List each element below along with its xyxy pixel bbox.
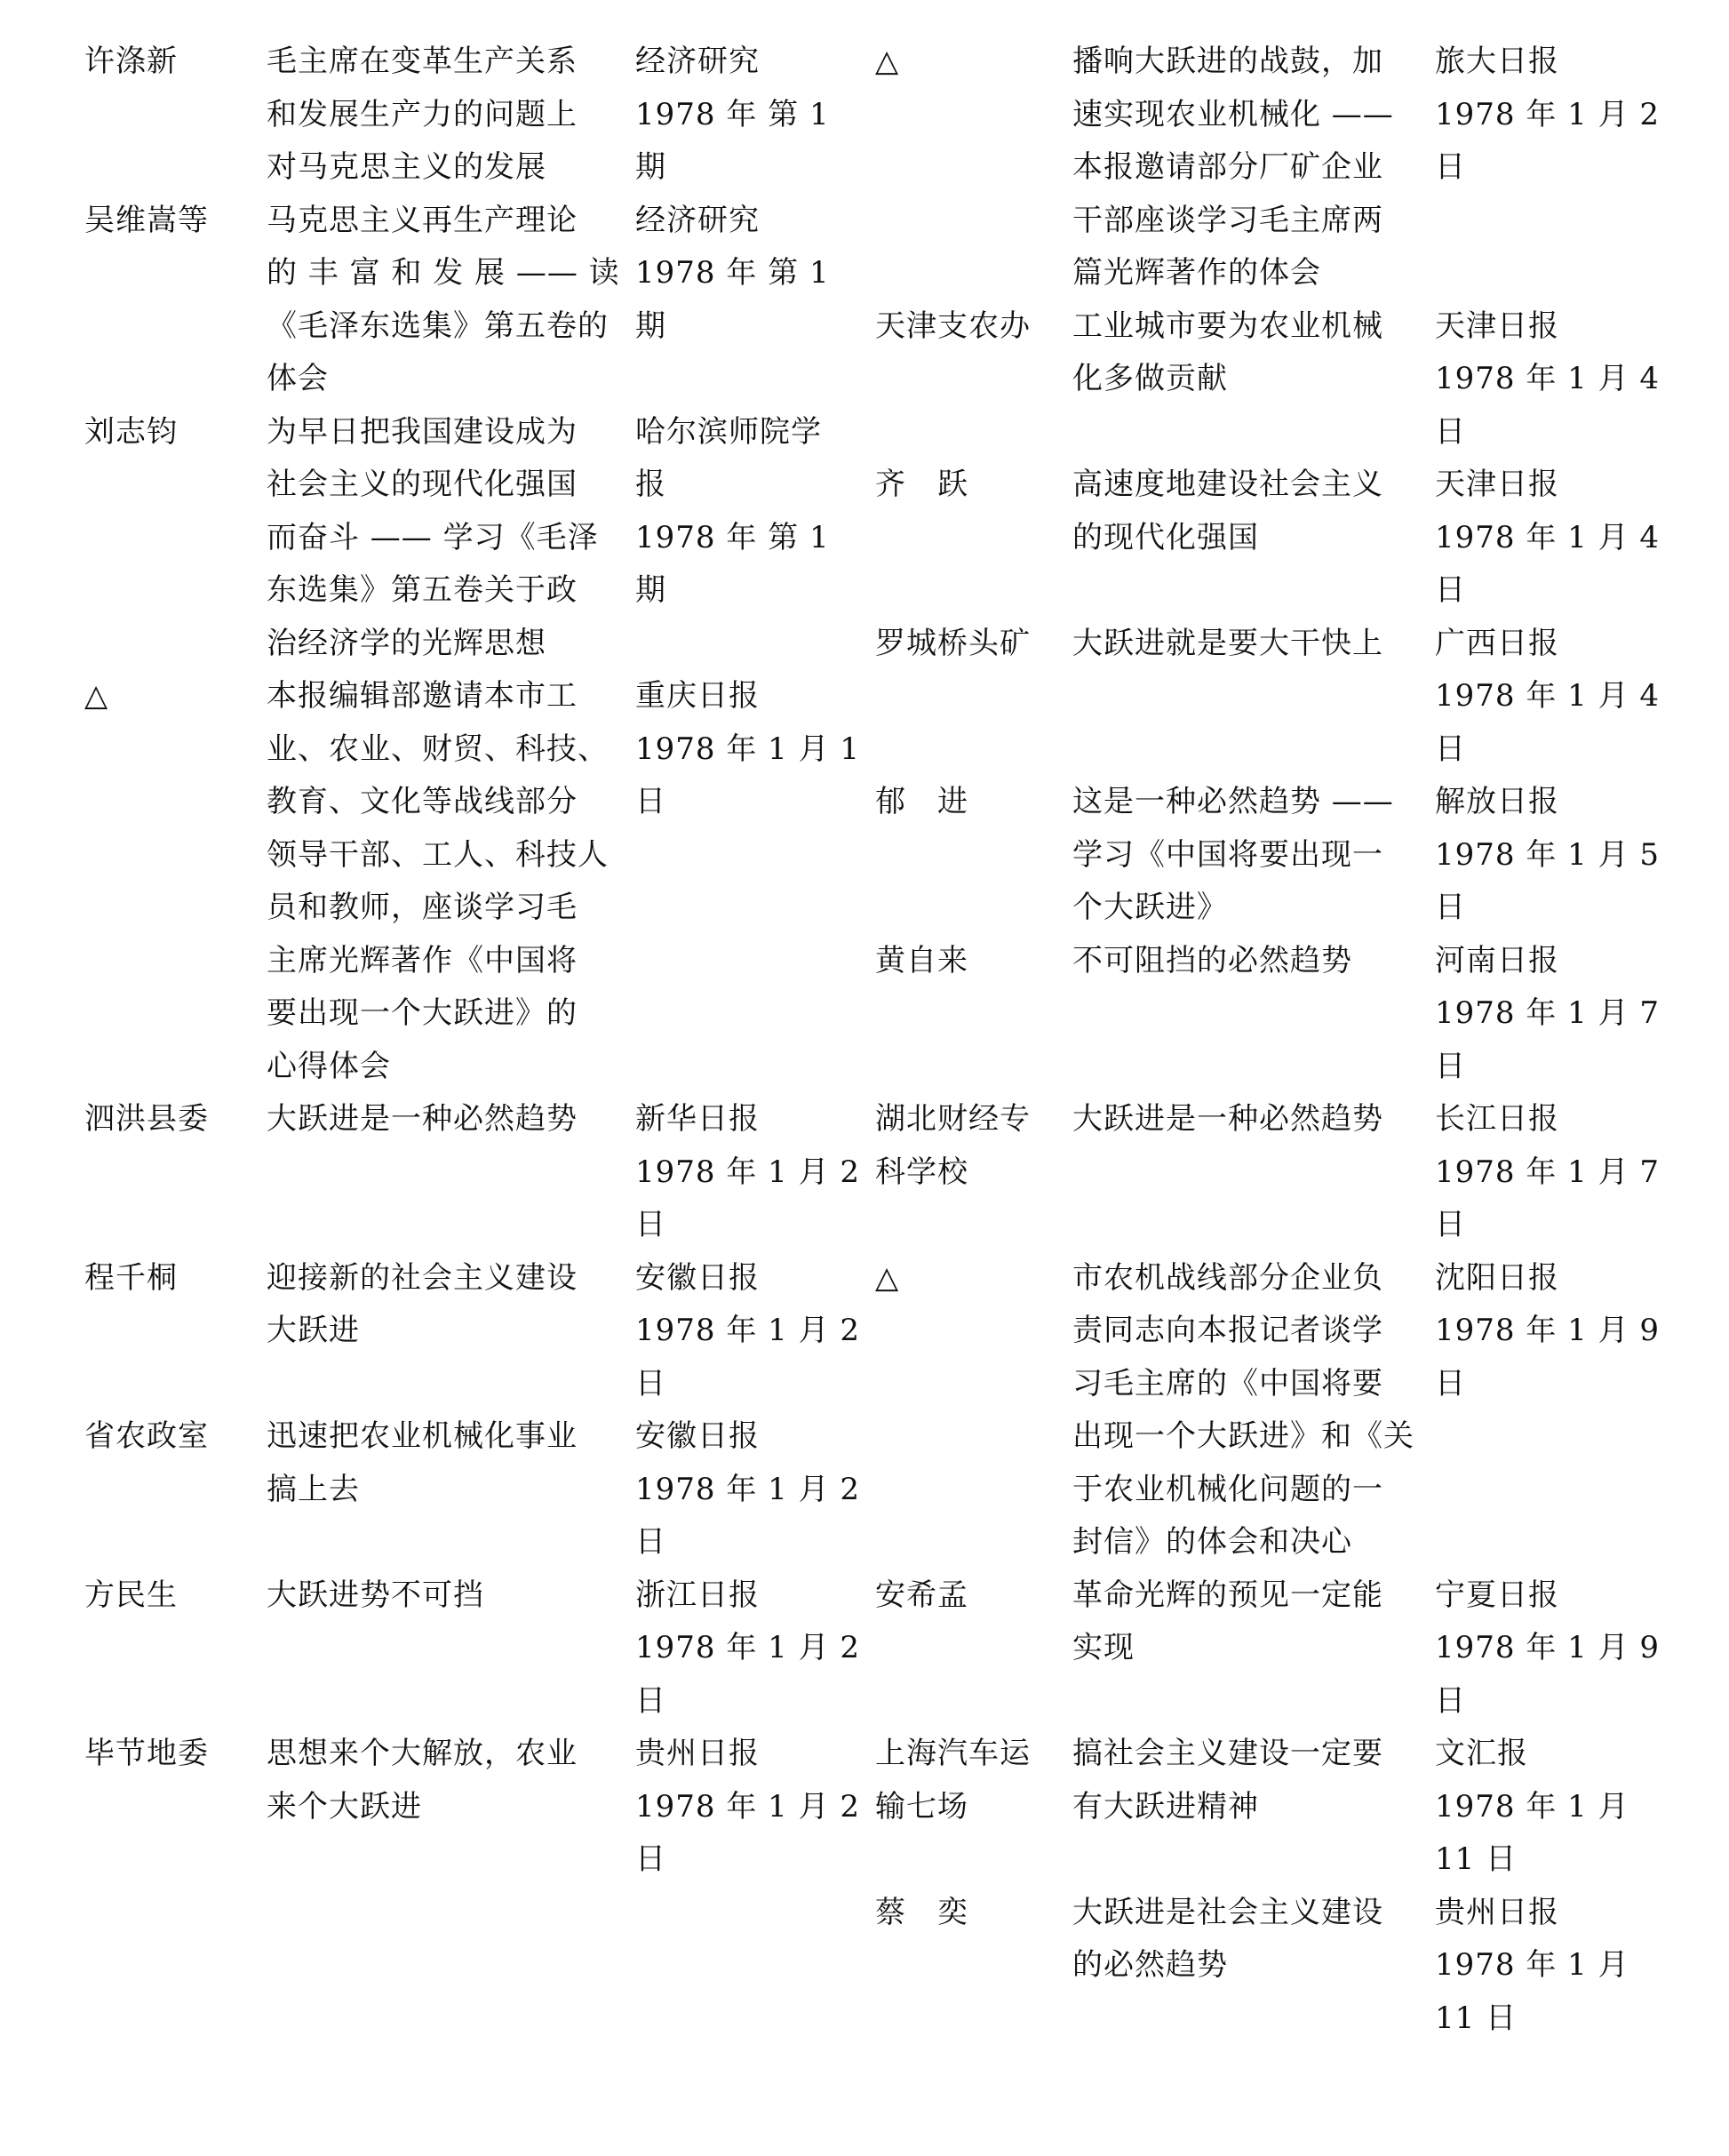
entry-title: 大跃进就是要大干快上 [1072, 625, 1383, 661]
entry-author: 安希孟 [875, 1577, 968, 1613]
entry-author: △ [875, 44, 900, 79]
bibliography-entry [875, 935, 1675, 1094]
entry-title: 迅速把农业机械化事业 搞上去 [267, 1418, 578, 1507]
entry-source: 新华日报 1978 年 1 月 2 日 [635, 1101, 861, 1242]
entry-source: 安徽日报 1978 年 1 月 2 日 [635, 1259, 861, 1401]
entry-author: 许涤新 [84, 44, 178, 79]
entry-title: 大跃进势不可挡 [267, 1577, 484, 1613]
bibliography-entry [84, 1410, 866, 1569]
entry-title: 迎接新的社会主义建设 大跃进 [267, 1259, 578, 1348]
bibliography-entry [875, 776, 1675, 935]
bibliography-entry [84, 1728, 866, 1887]
entry-source: 安徽日报 1978 年 1 月 2 日 [635, 1418, 861, 1560]
entry-author: 郁 进 [875, 784, 968, 819]
bibliography-entry [875, 1093, 1675, 1252]
entry-title: 为早日把我国建设成为 社会主义的现代化强国 而奋斗 —— 学习《毛泽 东选集》第五卷关于政 治经济学的光辉思想 [267, 413, 599, 661]
entry-source: 文汇报 1978 年 1 月 11 日 [1435, 1736, 1629, 1877]
entry-author: △ [875, 1259, 900, 1296]
entry-title: 高速度地建设社会主义 的现代化强国 [1072, 467, 1383, 555]
entry-author: 罗城桥头矿 [875, 625, 1031, 661]
entry-title: 这是一种必然趋势 —— 学习《中国将要出现一 个大跃进》 [1072, 784, 1394, 925]
entry-title: 市农机战线部分企业负 责同志向本报记者谈学 习毛主席的《中国将要 出现一个大跃进》和《关 于农业机械化问题的一 封信》的体会和决心 [1072, 1259, 1414, 1560]
entry-author: 省农政室 [84, 1418, 209, 1454]
bibliography-entry [875, 1569, 1675, 1729]
entry-source: 解放日报 1978 年 1 月 5 日 [1435, 784, 1661, 925]
entry-title: 大跃进是一种必然趋势 [267, 1101, 578, 1137]
bibliography-entry [84, 1252, 866, 1411]
entry-title: 工业城市要为农业机械 化多做贡献 [1072, 307, 1383, 396]
entry-title: 毛主席在变革生产关系 和发展生产力的问题上 对马克思主义的发展 [267, 44, 578, 185]
entry-source: 贵州日报 1978 年 1 月 2 日 [635, 1736, 861, 1877]
entry-source: 浙江日报 1978 年 1 月 2 日 [635, 1577, 861, 1719]
entry-title: 马克思主义再生产理论 的 丰 富 和 发 展 —— 读 《毛泽东选集》第五卷的 体会 [267, 202, 620, 396]
entry-title: 思想来个大解放，农业 来个大跃进 [267, 1736, 578, 1825]
entry-author: 吴维嵩等 [84, 202, 209, 238]
right-column [875, 36, 1675, 2045]
entry-source: 天津日报 1978 年 1 月 4 日 [1435, 467, 1661, 608]
entry-source: 旅大日报 1978 年 1 月 2 日 [1435, 44, 1661, 185]
bibliography-entry [84, 670, 866, 1093]
entry-source: 沈阳日报 1978 年 1 月 9 日 [1435, 1259, 1661, 1401]
entry-title: 播响大跃进的战鼓，加 速实现农业机械化 —— 本报邀请部分厂矿企业 干部座谈学习毛主席两 篇光辉著作的体会 [1072, 44, 1394, 291]
entry-author: 天津支农办 [875, 307, 1031, 344]
entry-source: 重庆日报 1978 年 1 月 1 日 [635, 678, 861, 819]
entry-author: 黄自来 [875, 942, 968, 978]
entry-source: 长江日报 1978 年 1 月 7 日 [1435, 1101, 1661, 1242]
entry-source: 哈尔滨师院学 报 1978 年 第 1 期 [635, 413, 830, 608]
entry-title: 大跃进是一种必然趋势 [1072, 1101, 1383, 1137]
entry-author: 泗洪县委 [84, 1101, 209, 1137]
entry-source: 天津日报 1978 年 1 月 4 日 [1435, 307, 1661, 450]
entry-source: 宁夏日报 1978 年 1 月 9 日 [1435, 1577, 1661, 1719]
entry-author: 蔡 奕 [875, 1894, 968, 1930]
entry-author: 齐 跃 [875, 467, 968, 502]
entry-title: 本报编辑部邀请本市工 业、农业、财贸、科技、 教育、文化等战线部分 领导干部、工人、科技人 员和教师，座谈学习毛 主席光辉著作《中国将 要出现一个大跃进》的 心得体会 [267, 678, 609, 1084]
bibliography-entry [875, 1728, 1675, 1887]
bibliography-entry [875, 459, 1675, 618]
bibliography-entry [84, 406, 866, 671]
bibliography-entry [875, 1252, 1675, 1569]
entry-author: 程千桐 [84, 1259, 178, 1296]
entry-author: 毕节地委 [84, 1736, 209, 1771]
entry-source: 经济研究 1978 年 第 1 期 [635, 44, 830, 185]
entry-title: 不可阻挡的必然趋势 [1072, 942, 1352, 978]
entry-title: 革命光辉的预见一定能 实现 [1072, 1577, 1383, 1665]
entry-source: 广西日报 1978 年 1 月 4 日 [1435, 625, 1661, 767]
bibliography-entry [875, 36, 1675, 300]
entry-source: 贵州日报 1978 年 1 月 11 日 [1435, 1894, 1629, 2036]
bibliography-entry [875, 300, 1675, 459]
bibliography-entry [84, 1569, 866, 1729]
bibliography-entry [875, 618, 1675, 777]
bibliography-entry [84, 1093, 866, 1252]
bibliography-entry [84, 195, 866, 406]
bibliography-entry [875, 1887, 1675, 2046]
left-column [84, 36, 866, 1887]
entry-author: 方民生 [84, 1577, 178, 1613]
entry-author: 上海汽车运 输七场 [875, 1736, 1031, 1825]
entry-source: 经济研究 1978 年 第 1 期 [635, 202, 830, 344]
bibliography-entry [84, 36, 866, 195]
entry-title: 搞社会主义建设一定要 有大跃进精神 [1072, 1736, 1383, 1825]
entry-title: 大跃进是社会主义建设 的必然趋势 [1072, 1894, 1383, 1983]
entry-author: 湖北财经专 科学校 [875, 1101, 1031, 1190]
entry-author: 刘志钧 [84, 413, 178, 450]
entry-author: △ [84, 678, 109, 714]
entry-source: 河南日报 1978 年 1 月 7 日 [1435, 942, 1661, 1084]
